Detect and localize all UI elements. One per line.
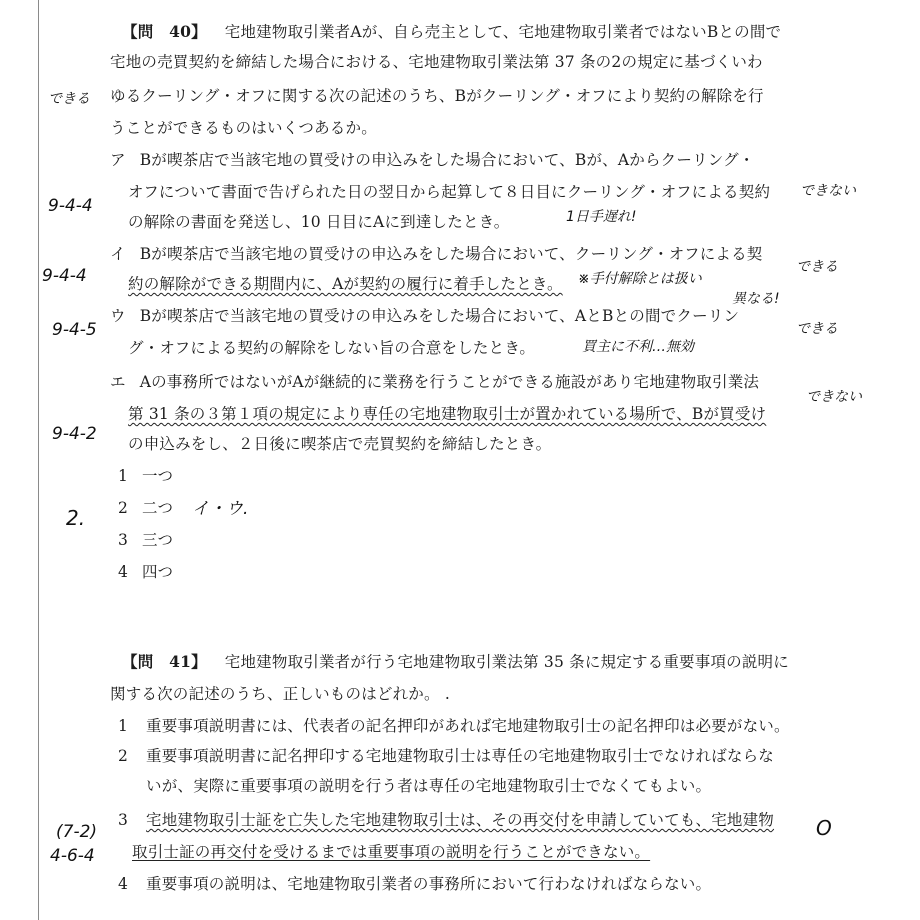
q40-item-u-line-2: グ・オフによる契約の解除をしない旨の合意をしたとき。 xyxy=(128,339,536,357)
q40-item-i-line-1: イ Bが喫茶店で当該宅地の買受けの申込みをした場合において、クーリング・オフによる契 xyxy=(110,245,763,263)
q41-header: 【問 41】 xyxy=(122,652,207,671)
q41-stem-line-1: 【問 41】 宅地建物取引業者が行う宅地建物取引業法第 35 条に規定する重要事項の説明に xyxy=(122,652,789,671)
q40-item-e-line-1: エ Aの事務所ではないがAが継続的に業務を行うことができる施設があり宅地建物取引業法 xyxy=(110,373,760,391)
hw-ref-u: 9-4-5 xyxy=(52,320,97,340)
hw-answer-note: イ・ウ. xyxy=(192,499,249,519)
hw-dekiru-u: できる xyxy=(796,321,838,337)
hw-ref-i: 9-4-4 xyxy=(42,266,87,286)
q40-stem-line-3: ゆるクーリング・オフに関する次の記述のうち、Bがクーリング・オフにより契約の解除を行 xyxy=(110,87,764,105)
q40-item-a-line-3: の解除の書面を発送し、10 日目にAに到達したとき。 xyxy=(128,213,510,231)
q40-stem-line-4: うことができるものはいくつあるか。 xyxy=(110,119,377,137)
hw-ref-a: 9-4-4 xyxy=(48,196,93,216)
q40-item-a-line-1: ア Bが喫茶店で当該宅地の買受けの申込みをした場合において、Bが、Aからクーリング・ xyxy=(110,151,755,169)
hw-dekiru-top: できる xyxy=(48,91,90,107)
q41-choice-3-line-1: 3 宅地建物取引士証を亡失した宅地建物取引士は、その再交付を申請していても、宅地建物 xyxy=(118,811,775,829)
hw-note-i: ※手付解除とは扱い xyxy=(578,271,702,287)
hw-dekinai-e: できない xyxy=(806,389,862,405)
q40-stem-line-2: 宅地の売買契約を締結した場合における、宅地建物取引業法第 37 条の2の規定に基づくいわ xyxy=(110,53,763,71)
q40-item-i-line-2: 約の解除ができる期間内に、Aが契約の履行に着手したとき。 xyxy=(128,275,563,293)
q40-choice-4: 4 四つ xyxy=(118,563,174,581)
hw-note-a: 1日手遅れ! xyxy=(566,209,637,225)
q40-choice-2: 2 二つ xyxy=(118,499,174,517)
hw-note-u: 買主に不利…無効 xyxy=(582,339,694,355)
q41-choice-3-line-2: 取引士証の再交付を受けるまでは重要事項の説明を行うことができない。 xyxy=(132,843,651,861)
hw-ref-q41-a: (7-2) xyxy=(56,822,98,842)
q40-item-a-line-2: オフについて書面で告げられた日の翌日から起算して８日目にクーリング・オフによる契約 xyxy=(128,183,771,201)
hw-ref-e: 9-4-2 xyxy=(52,424,97,444)
hw-circle-q41: O xyxy=(816,816,832,840)
q41-choice-4: 4 重要事項の説明は、宅地建物取引業者の事務所において行わなければならない。 xyxy=(118,875,712,893)
q40-header: 【問 40】 xyxy=(122,22,207,41)
hw-note-i-2: 異なる! xyxy=(732,291,780,307)
q41-choice-1: 1 重要事項説明書には、代表者の記名押印があれば宅地建物取引士の記名押印は必要がない。 xyxy=(118,717,790,735)
hw-answer-q40: 2. xyxy=(66,506,86,530)
q40-item-e-line-2: 第 31 条の３第１項の規定により専任の宅地建物取引士が置かれている場所で、Bが買受け xyxy=(128,405,767,423)
hw-dekinai-a: できない xyxy=(800,183,856,199)
q41-choice-2-line-2: いが、実際に重要事項の説明を行う者は専任の宅地建物取引士でなくてもよい。 xyxy=(146,777,712,795)
q41-stem-line-2: 関する次の記述のうち、正しいものはどれか。 . xyxy=(110,685,450,703)
q40-item-e-line-3: の申込みをし、２日後に喫茶店で売買契約を締結したとき。 xyxy=(128,435,552,453)
margin-rule xyxy=(38,0,39,920)
q40-choice-1: 1 一つ xyxy=(118,467,174,485)
hw-dekiru-i: できる xyxy=(796,259,838,275)
hw-ref-q41-b: 4-6-4 xyxy=(50,846,95,866)
q41-choice-2-line-1: 2 重要事項説明書に記名押印する宅地建物取引士は専任の宅地建物取引士でなければならな xyxy=(118,747,775,765)
q40-stem-line-1: 【問 40】 宅地建物取引業者Aが、自ら売主として、宅地建物取引業者ではないBとの間で xyxy=(122,22,782,41)
q40-item-u-line-1: ウ Bが喫茶店で当該宅地の買受けの申込みをした場合において、AとBとの間でクーリン xyxy=(110,307,740,325)
q40-choice-3: 3 三つ xyxy=(118,531,174,549)
